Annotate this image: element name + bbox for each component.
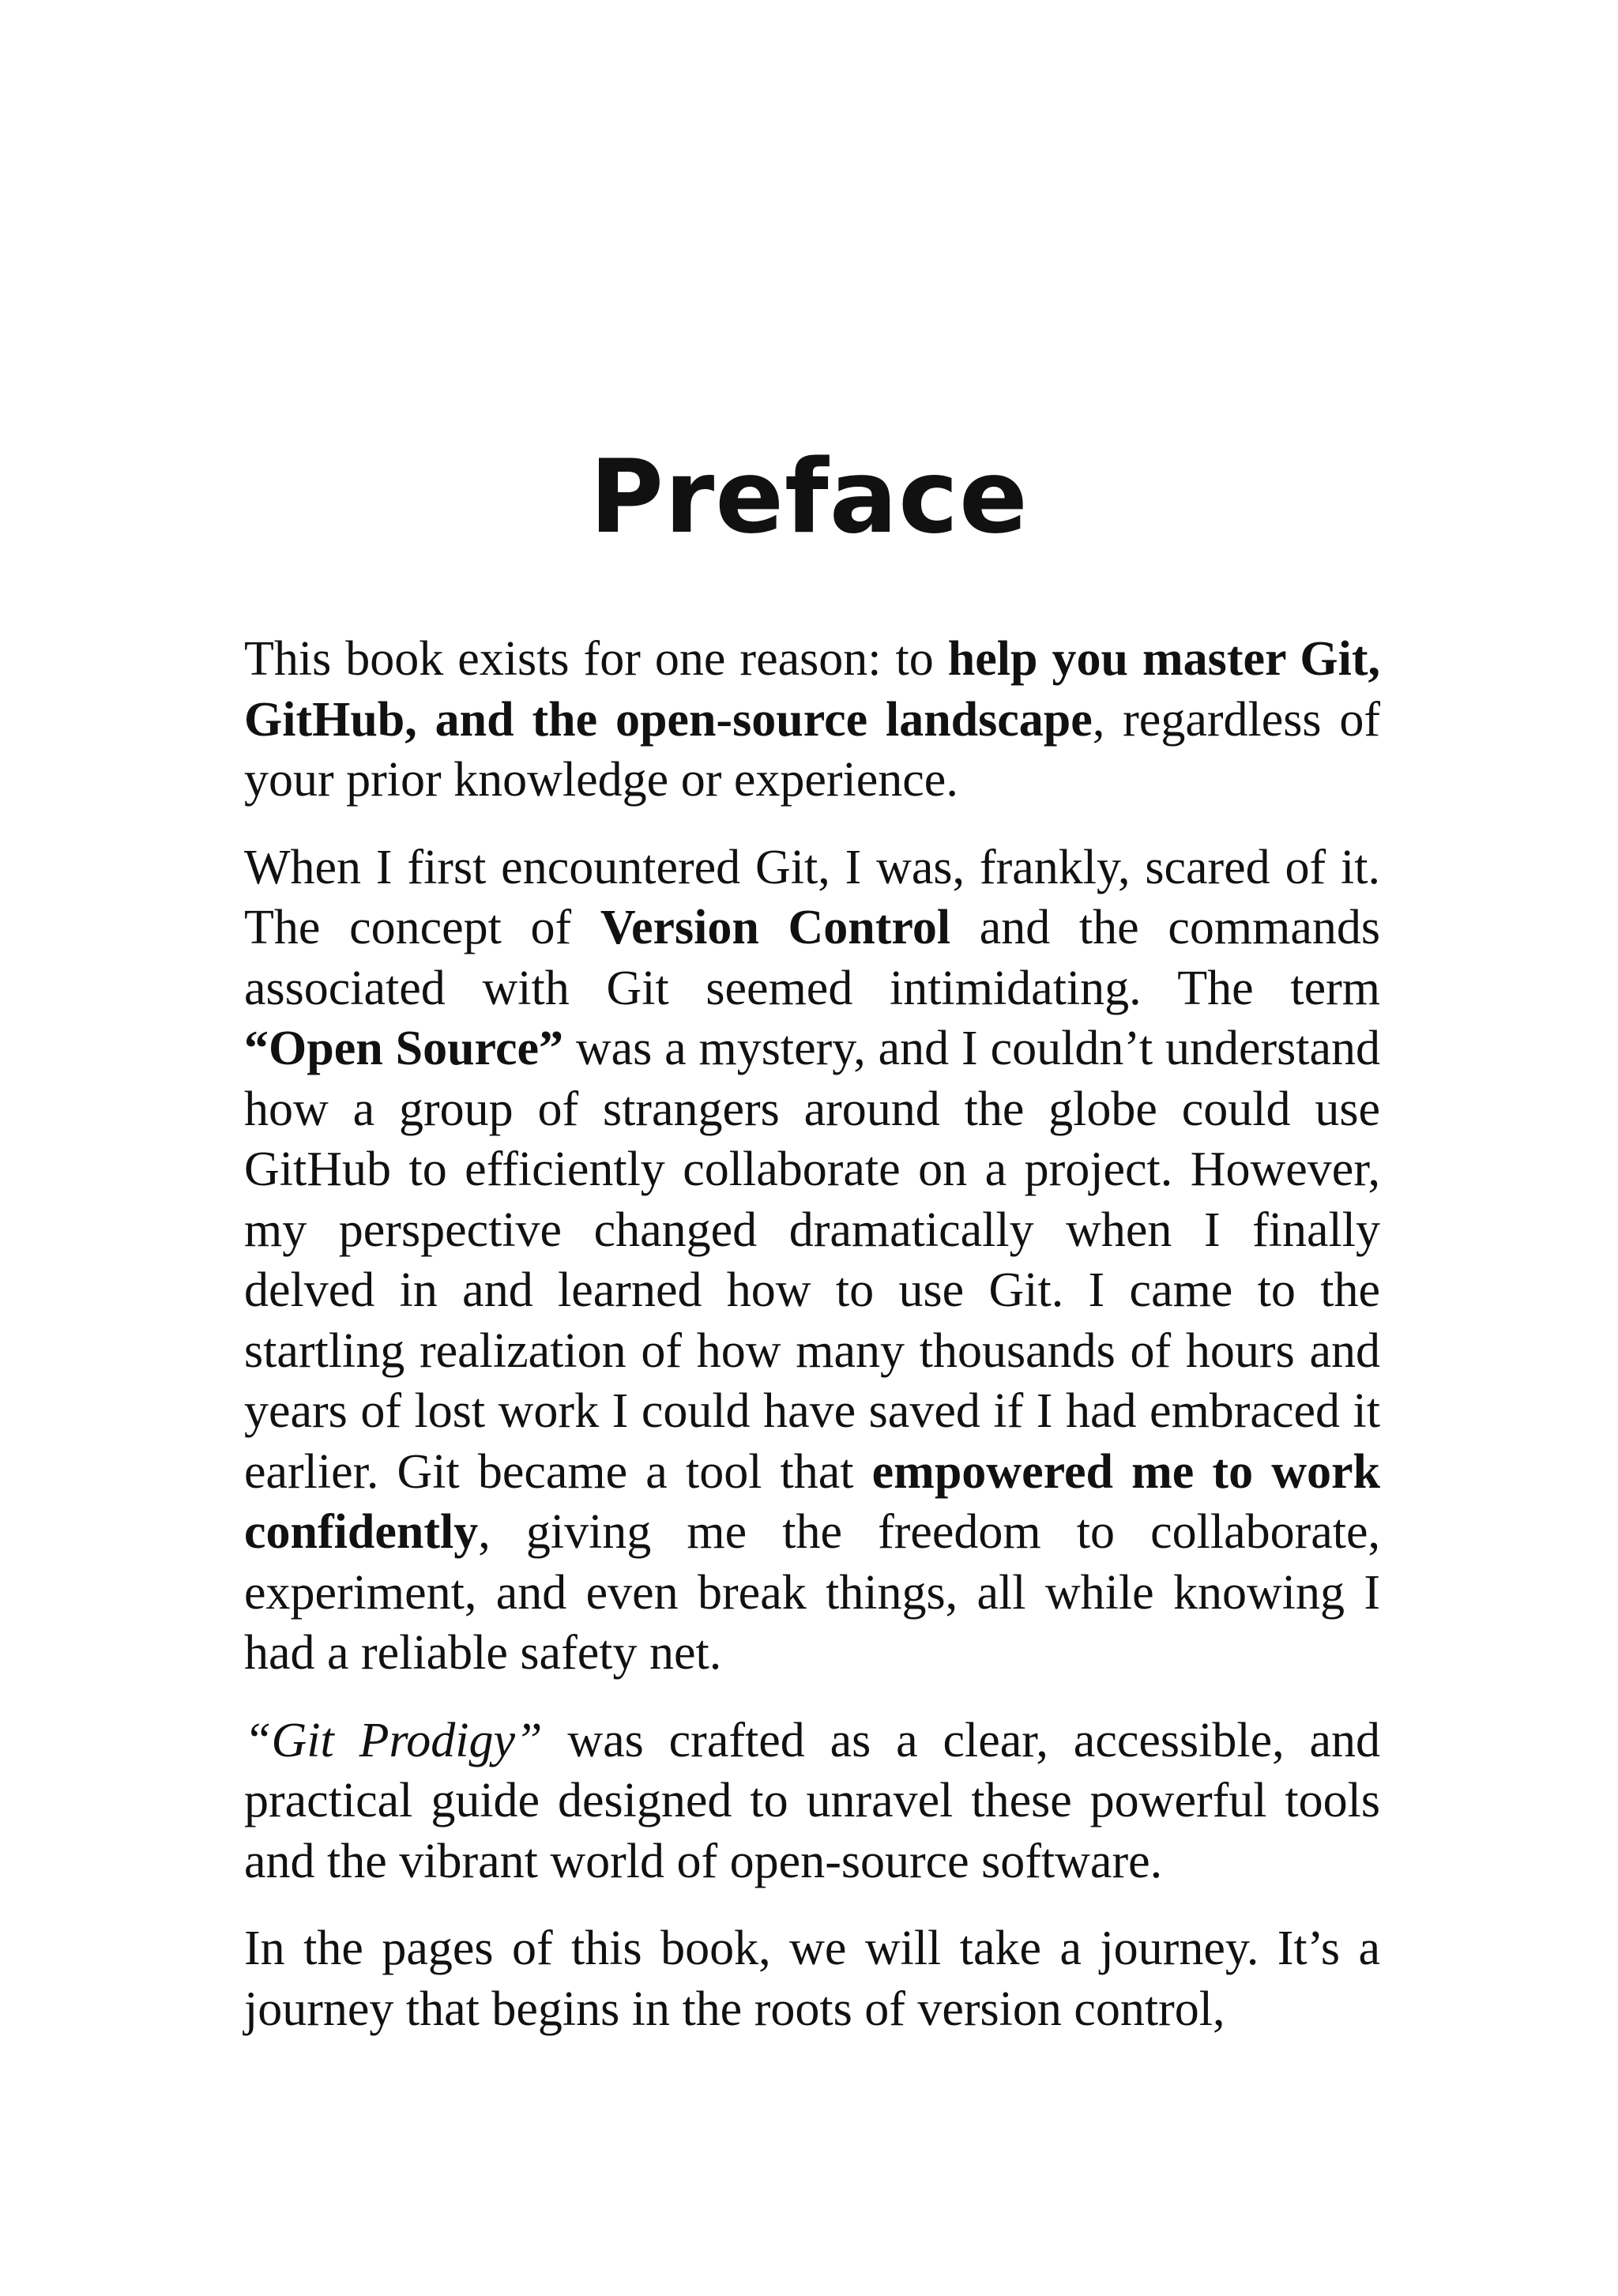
paragraph-2-bold-empowered: empowered me to work confidently xyxy=(244,1444,1380,1559)
paragraph-2 xyxy=(244,837,1380,1684)
paragraph-2-text-e: was a mystery, and I couldn’t understand how a group of strangers around the globe could use GitHub to efficiently collaborate on a project. However, my perspective changed dramatically when I finally delved in and learned how to use Git. I came to the startling realization of how many thousands of hours and years of lost work I could have saved if I had embraced it earlier. Git became a tool that xyxy=(244,1022,1380,1499)
paragraph-1-text-c: , regardless of your prior knowledge or experience. xyxy=(244,692,1380,807)
paragraph-2-bold-open-source: “Open Source” xyxy=(244,1022,563,1075)
paragraph-3-italic-title: “Git Prodigy” xyxy=(244,1713,543,1767)
paragraph-1 xyxy=(244,629,1380,811)
paragraph-3-text-b: was crafted as a clear, accessible, and practical guide designed to unravel these powerful tools and the vibrant world of open-source software. xyxy=(244,1713,1380,1888)
paragraph-2-text-c: and the commands associated with Git seemed intimidating. The term xyxy=(244,901,1380,1015)
preface-body xyxy=(244,629,1380,2066)
paragraph-4-text-a: In the pages of this book, we will take a journey. It’s a journey that begins in the roots of version control, xyxy=(244,1921,1380,2036)
paragraph-2-text-a: When I first encountered Git, I was, frankly, scared of it. The concept of xyxy=(244,840,1380,954)
paragraph-1-bold: help you master Git, GitHub, and the open-source landscape xyxy=(244,632,1381,747)
paragraph-4 xyxy=(244,1918,1380,2039)
paragraph-3 xyxy=(244,1711,1380,1892)
paragraph-1-text-a: This book exists for one reason: to xyxy=(244,632,948,686)
page-title: Preface xyxy=(589,438,1029,556)
paragraph-2-text-g: , giving me the freedom to collaborate, experiment, and even break things, all while knowing I had a reliable safety net. xyxy=(244,1505,1380,1680)
paragraph-2-bold-version-control: Version Control xyxy=(600,901,951,954)
